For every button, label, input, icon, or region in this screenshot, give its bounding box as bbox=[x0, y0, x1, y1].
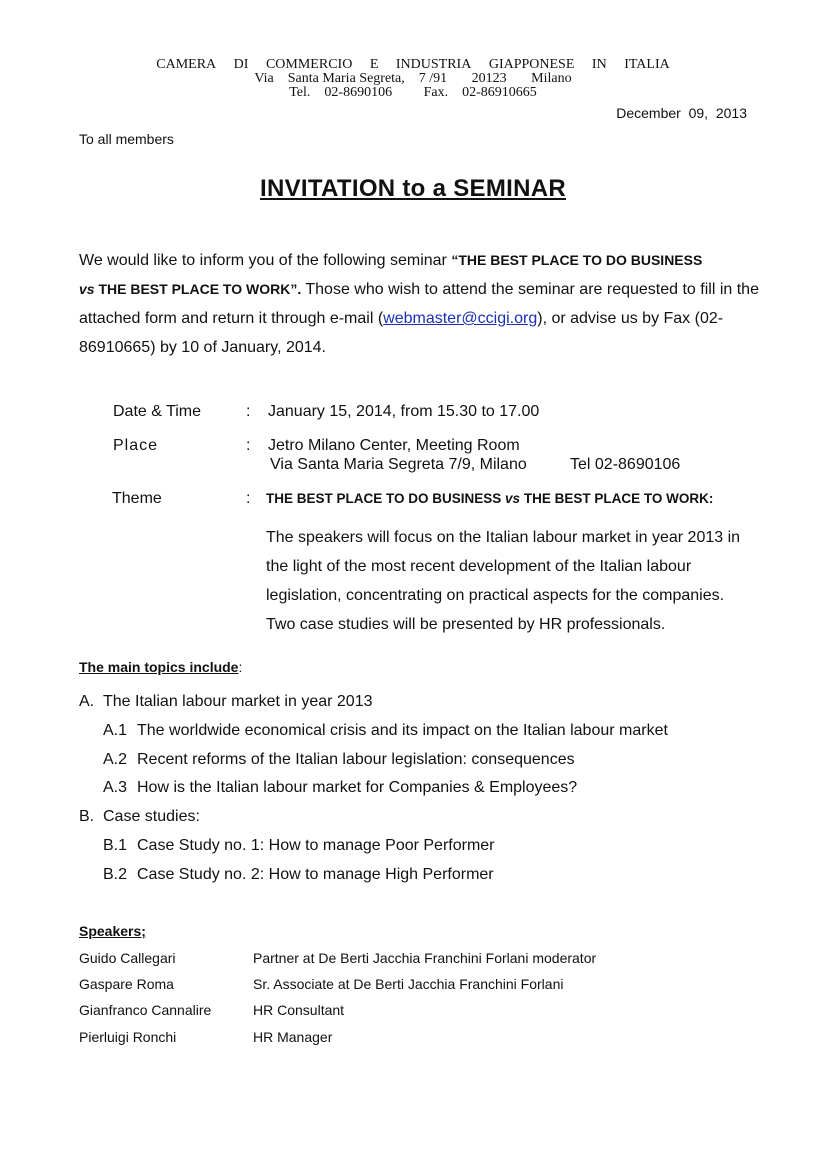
page-title: INVITATION to a SEMINAR bbox=[259, 175, 566, 202]
intro-text: Those who wish to attend the seminar are requested to fill in the attached form and return it through e-mail ( bbox=[79, 281, 759, 327]
theme-label: Theme bbox=[112, 490, 162, 507]
speaker-role: HR Consultant bbox=[253, 1002, 345, 1018]
topic-marker: A. bbox=[79, 693, 95, 710]
address-part: 7 /91 bbox=[418, 71, 448, 86]
speaker-name: Gaspare Roma bbox=[79, 976, 174, 992]
org-word: ITALIA bbox=[624, 57, 670, 72]
address-part: Milano bbox=[531, 71, 572, 86]
topic-text: Case Study no. 1: How to manage Poor Performer bbox=[137, 837, 495, 854]
topic-marker: B. bbox=[79, 808, 95, 825]
theme-vs: vs bbox=[505, 491, 521, 506]
topics-heading-text: The main topics include bbox=[79, 659, 239, 675]
topic-marker: A.1 bbox=[103, 722, 128, 739]
topic-text: The Italian labour market in year 2013 bbox=[103, 693, 373, 710]
seminar-vs: vs bbox=[79, 281, 95, 297]
address-part: Via bbox=[254, 71, 274, 86]
colon: : bbox=[246, 437, 251, 454]
place-label: Place bbox=[113, 437, 159, 454]
contact-part: 02-86910665 bbox=[462, 85, 537, 100]
speakers-heading: Speakers; bbox=[79, 923, 146, 939]
topic-text: Recent reforms of the Italian labour legislation: consequences bbox=[137, 751, 575, 768]
place-line-1: Jetro Milano Center, Meeting Room bbox=[268, 437, 520, 454]
topics-heading-colon: : bbox=[238, 659, 243, 675]
speaker-name: Gianfranco Cannalire bbox=[79, 1002, 212, 1018]
speaker-name: Guido Callegari bbox=[79, 950, 176, 966]
topic-marker: B.2 bbox=[103, 866, 128, 883]
seminar-title-part: THE BEST PLACE TO WORK”. bbox=[94, 281, 302, 297]
topic-text: Case studies: bbox=[103, 808, 200, 825]
theme-title bbox=[266, 491, 713, 506]
intro-text: ), or advise us by Fax (02-86910665) by 10 of January, 2014. bbox=[79, 310, 724, 356]
topic-marker: A.3 bbox=[103, 779, 128, 796]
date-time-value: January 15, 2014, from 15.30 to 17.00 bbox=[268, 403, 540, 420]
speaker-role: Partner at De Berti Jacchia Franchini Forlani moderator bbox=[253, 950, 597, 966]
topic-text: Case Study no. 2: How to manage High Performer bbox=[137, 866, 494, 883]
place-tel: Tel 02-8690106 bbox=[570, 456, 681, 473]
date-time-label: Date & Time bbox=[113, 403, 202, 420]
speaker-name: Pierluigi Ronchi bbox=[79, 1029, 177, 1045]
colon: : bbox=[246, 490, 251, 507]
org-word: GIAPPONESE bbox=[488, 57, 575, 72]
topic-marker: A.2 bbox=[103, 751, 128, 768]
speaker-role: HR Manager bbox=[253, 1029, 333, 1045]
theme-title-part: THE BEST PLACE TO DO BUSINESS bbox=[266, 491, 506, 506]
intro-paragraph bbox=[79, 246, 759, 362]
org-word: INDUSTRIA bbox=[395, 57, 472, 72]
letter-date: December 09, 2013 bbox=[616, 105, 747, 121]
letterhead-contact bbox=[0, 85, 826, 101]
contact-part: 02-8690106 bbox=[324, 85, 393, 100]
topic-marker: B.1 bbox=[103, 837, 128, 854]
topics-heading bbox=[79, 659, 242, 675]
intro-text: We would like to inform you of the following seminar bbox=[79, 252, 452, 269]
theme-description: The speakers will focus on the Italian labour market in year 2013 in the light of the most recent development of the Italian labour legislation, concentrating on practical aspects for the companies. Two case studies will be presented by HR professionals. bbox=[266, 529, 741, 633]
org-word: CAMERA bbox=[156, 57, 217, 72]
email-link[interactable]: webmaster@ccigi.org bbox=[383, 310, 538, 327]
contact-part: Fax. bbox=[423, 85, 449, 100]
org-word: DI bbox=[233, 57, 249, 72]
org-word: COMMERCIO bbox=[265, 57, 353, 72]
contact-part: Tel. bbox=[289, 85, 311, 100]
place-line-2: Via Santa Maria Segreta 7/9, Milano bbox=[270, 456, 527, 473]
theme-title-part: THE BEST PLACE TO WORK: bbox=[520, 491, 714, 506]
address-part: Santa Maria Segreta, bbox=[287, 71, 405, 86]
seminar-title-part: “THE BEST PLACE TO DO BUSINESS bbox=[451, 252, 703, 268]
speaker-role: Sr. Associate at De Berti Jacchia Franchini Forlani bbox=[253, 976, 564, 992]
topic-text: The worldwide economical crisis and its impact on the Italian labour market bbox=[137, 722, 668, 739]
topic-text: How is the Italian labour market for Companies & Employees? bbox=[137, 779, 578, 796]
org-word: E bbox=[369, 57, 379, 72]
address-part: 20123 bbox=[471, 71, 507, 86]
org-word: IN bbox=[591, 57, 607, 72]
colon: : bbox=[246, 403, 251, 420]
recipient: To all members bbox=[79, 131, 174, 147]
